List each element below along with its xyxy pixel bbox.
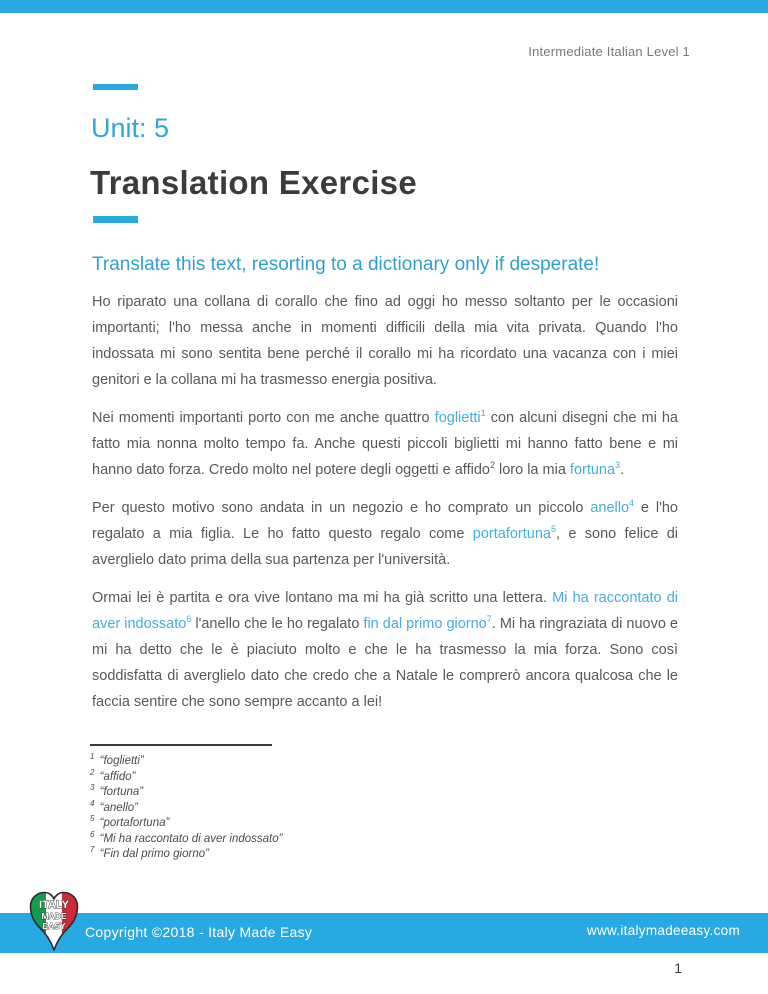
copyright-text: Copyright ©2018 - Italy Made Easy bbox=[85, 924, 313, 940]
text-segment: l'anello che le ho regalato bbox=[191, 616, 364, 632]
footnote bbox=[90, 798, 590, 817]
highlighted-phrase: foglietti bbox=[434, 410, 481, 426]
logo-text-made: MADE bbox=[41, 911, 67, 921]
footnote-number: 3 bbox=[90, 783, 95, 793]
website-link[interactable]: www.italymadeeasy.com bbox=[586, 923, 740, 938]
text-segment: con alcuni disegni che mi ha fatto mia nonna molto tempo fa. Anche questi piccoli biglietti mi hanno fatto bene e mi hanno dato forza. Credo molto nel potere degli oggetti e affido bbox=[92, 410, 678, 478]
paragraph bbox=[92, 289, 678, 393]
unit-title: Unit: 5 bbox=[91, 113, 170, 143]
text-segment: Ho riparato una collana di corallo che fino ad oggi ho messo soltanto per le occasioni importanti; l'ho messa anche in momenti difficili della mia vita privata. Quando l'ho indossata mi sono sentita bene perché il corallo mi ha ricordato una vacanza con i miei genitori e la collana mi ha trasmesso energia positiva. bbox=[92, 294, 678, 388]
footnote-number: 1 bbox=[90, 752, 95, 762]
top-accent-bar bbox=[0, 0, 768, 13]
instruction-text: Translate this text, resorting to a dictionary only if desperate! bbox=[92, 254, 600, 275]
footnote bbox=[90, 829, 590, 848]
highlighted-phrase: portafortuna bbox=[472, 526, 551, 542]
footnote-marker: 1 bbox=[480, 408, 486, 419]
text-segment: e l'ho regalato a mia figlia. Le ho fatto questo regalo come bbox=[92, 500, 678, 542]
text-segment: Nei momenti importanti porto con me anche quattro bbox=[92, 410, 435, 426]
footnote bbox=[90, 767, 590, 786]
footnotes-section bbox=[90, 744, 590, 863]
highlighted-phrase: Mi ha raccontato di aver indossato bbox=[92, 590, 679, 632]
footnote-number: 5 bbox=[90, 814, 95, 824]
footnote-marker: 7 bbox=[486, 614, 492, 625]
paragraph bbox=[92, 495, 678, 573]
footnote-text: “Fin dal primo giorno” bbox=[96, 848, 209, 860]
footnote bbox=[90, 816, 590, 832]
page-number: 1 bbox=[674, 960, 682, 976]
footnote-number: 6 bbox=[90, 829, 95, 839]
logo-text-italy: ITALY bbox=[39, 899, 69, 911]
highlighted-phrase: fin dal primo giorno bbox=[363, 616, 487, 632]
footnote-number: 7 bbox=[90, 845, 95, 855]
italy-made-easy-logo-icon bbox=[29, 891, 79, 951]
footnote-text: “fortuna” bbox=[96, 786, 144, 798]
paragraph bbox=[92, 585, 678, 715]
accent-dash-under-title bbox=[93, 216, 138, 223]
footnote-text: “Mi ha raccontato di aver indossato” bbox=[96, 832, 283, 845]
page-title: Translation Exercise bbox=[90, 164, 417, 201]
course-level-label: Intermediate Italian Level 1 bbox=[528, 44, 690, 59]
paragraphs bbox=[92, 289, 678, 727]
highlighted-phrase: fortuna bbox=[569, 462, 616, 478]
footnote-marker: 4 bbox=[629, 498, 635, 509]
text-segment: Ormai lei è partita e ora vive lontano ma mi ha già scritto una lettera. bbox=[92, 590, 553, 606]
footnote-marker: 2 bbox=[489, 460, 495, 471]
accent-dash-top bbox=[93, 84, 138, 90]
footnote-text: “affido” bbox=[96, 770, 136, 783]
footnote bbox=[90, 754, 590, 770]
footnote-text: “anello” bbox=[96, 801, 139, 814]
footnote bbox=[90, 785, 590, 801]
footnote-marker: 5 bbox=[550, 524, 556, 535]
footnote-list bbox=[90, 754, 590, 863]
footnote-text: “portafortuna” bbox=[96, 817, 170, 829]
text-segment: , e sono felice di averglielo dato prima della sua partenza per l'università. bbox=[92, 526, 678, 568]
footnote bbox=[90, 847, 590, 863]
footnote-number: 4 bbox=[90, 798, 95, 808]
paragraph bbox=[92, 405, 678, 483]
highlighted-phrase: anello bbox=[590, 500, 630, 516]
text-segment: . bbox=[620, 462, 625, 478]
text-segment: . Mi ha ringraziata di nuovo e mi ha detto che le è piaciuto molto e che le ha trasmesso la mia forza. Sono così soddisfatta di averglielo dato che credo che a Natale le comprerò ancora qualcosa che le faccia sentire che sono sempre accanto a lei! bbox=[92, 616, 678, 710]
footnote-text: “foglietti” bbox=[96, 755, 144, 767]
footnote-divider bbox=[90, 744, 272, 746]
footnote-number: 2 bbox=[90, 767, 95, 777]
text-segment: Per questo motivo sono andata in un negozio e ho comprato un piccolo bbox=[92, 500, 591, 516]
footnote-marker: 3 bbox=[615, 460, 621, 471]
logo-text-easy: EASY bbox=[42, 921, 66, 931]
footnote-marker: 6 bbox=[186, 614, 192, 625]
text-segment: loro la mia bbox=[494, 462, 570, 478]
